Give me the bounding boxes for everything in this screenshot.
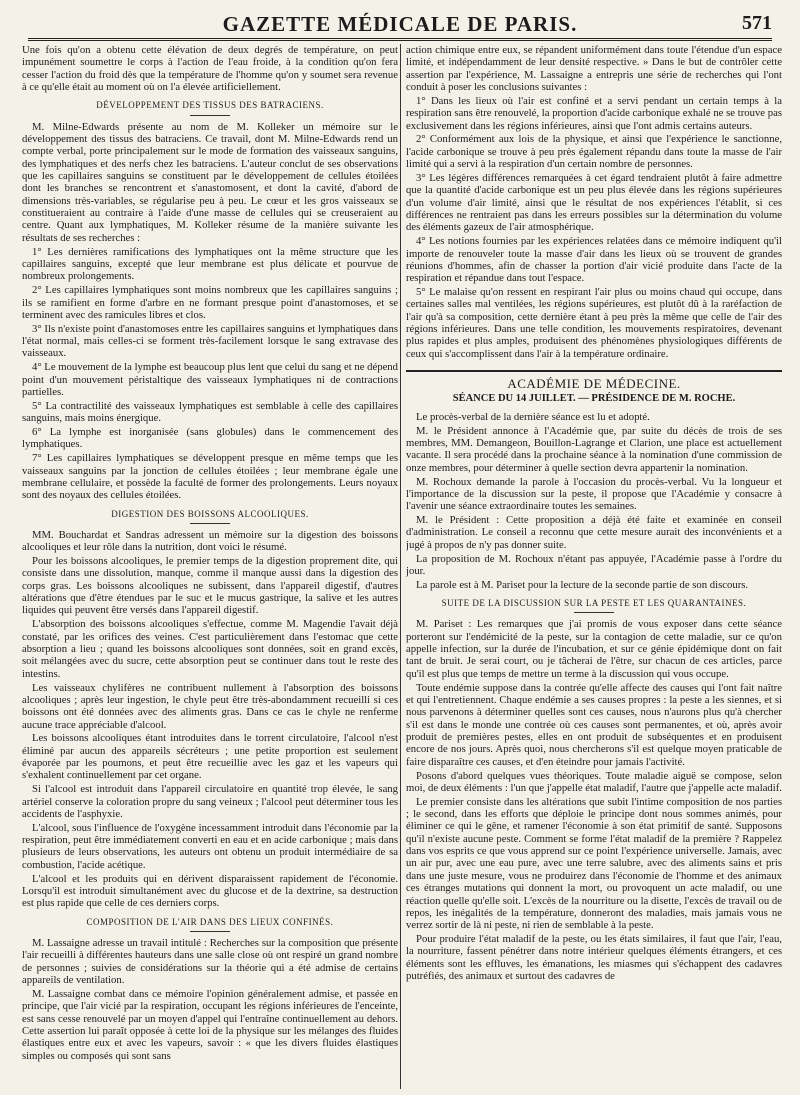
paragraph: 5° Le malaise qu'on ressent en respirant l'air plus ou moins chaud qui occupe, dans certaines salles mal ventilées, les régions supérieures, est plutôt dû à la raréfaction de l'air qu'à sa composition, cette dernière étant à peu près la même que celle de l'air des régions inférieures. Dans une telle condition, les mouvements respiratoires, devenant plus rapides et plus amples, produisent des phénomènes physiologiques différents de ceux qui s'accomplissent dans l'air à la température ordinaire.	[406, 286, 782, 360]
paragraph: 6° La lymphe est inorganisée (sans globules) dans le commencement des lymphatiques.	[22, 425, 398, 451]
column-divider	[400, 44, 401, 1089]
paragraph: 5° La contractilité des vaisseaux lymphatiques est semblable à celle des capillaires sanguins, mais moins énergique.	[22, 399, 398, 425]
paragraph: Une fois qu'on a obtenu cette élévation de deux degrés de température, on peut impunément soumettre le corps à l'action de l'eau froide, à la condition qu'on fera cesser l'action du froid dès que la température de l'homme qu'on y soumet sera revenue à ce qu'elle était au moment où on l'a élevée artificiellement.	[22, 44, 398, 94]
section-heading: DIGESTION DES BOISSONS ALCOOLIQUES.	[22, 508, 398, 524]
paragraph: Le premier consiste dans les altérations que subit l'intime composition de nos parties ; le second, dans les efforts que déploie le principe dont nous sommes animés, pour éliminer ce qui le gêne, et ramener l'économie à son état primitif de santé. Supposons qu'il n'existe aucune peste. Comment se forme l'état maladif de la première ? Rappelez dans vos esprits ce que vous apprend sur ce point l'expérience universelle. Jamais, avec un air pur, avec une eau pure, avec une terre salubre, avec des aliments sains et pris dans une juste mesure, vous ne produirez dans l'économie de l'homme et des animaux ces étranges mutations qui donnent la mort, ou provoquent un acte maladif, ou une réaction quelle qu'elle soit. L'excès de la nourriture ou la disette, l'excès de travail ou de repos, les inégalités de la température, donneront des maladies, mais jamais vous ne verrez sortir de là ni peste, ni rien de semblable à la peste.	[406, 795, 782, 932]
paragraph: Le procès-verbal de la dernière séance est lu et adopté.	[416, 410, 650, 423]
paragraph: action chimique entre eux, se répandent uniformément dans toute l'étendue d'un espace limité, et indépendamment de leur densité respective. » Dans le but de contrôler cette assertion par l'expérience, M. Lassaigne a entrepris une série de recherches qui l'ont conduit à poser les conclusions suivantes :	[406, 44, 782, 94]
paragraph: L'alcool et les produits qui en dérivent disparaissent rapidement de l'économie. Lorsqu'il est introduit simultanément avec du glucose et de la dextrine, sa destruction est plus rapide que celle de ces derniers corps.	[22, 872, 398, 910]
paragraph: L'alcool, sous l'influence de l'oxygène incessamment introduit dans l'économie par la respiration, peut être immédiatement converti en eau et en acide carbonique ; mais dans plusieurs de leurs observations, les auteurs ont obtenu un produit intermédiaire de sa combustion, l'acide acétique.	[22, 821, 398, 871]
masthead	[28, 10, 772, 41]
paragraph: M. le Président annonce à l'Académie que, par suite du décès de trois de ses membres, MM. Demangeon, Bouillon-Lagrange et Clarion, une place est actuellement vacante. Il sera procédé dans la prochaine séance à la nomination d'une commission de onze membres, pour déterminer à quelle section devra appartenir la nomination.	[406, 424, 782, 474]
section-heading: COMPOSITION DE L'AIR DANS DES LIEUX CONFINÉS.	[22, 916, 398, 932]
section-heading: SUITE DE LA DISCUSSION SUR LA PESTE ET LES QUARANTAINES.	[406, 597, 782, 613]
paragraph: M. le Président : Cette proposition a déjà été faite et examinée en conseil d'administration. Le conseil a reconnu que cette mesure aurait des inconvénients et a jugé à propos de n'y pas donner suite.	[406, 514, 782, 551]
paragraph: 3° Les légères différences remarquées à cet égard tendraient plutôt à faire admettre que la quantité d'acide carbonique est un peu plus élevée dans les régions supérieures d'un volume d'air limité, ainsi que le résultat de nos expériences l'établit, si ces différences ne rentraient pas dans les erreurs possibles sur la détermination du volume des éléments gazeux de l'air atmosphérique.	[406, 171, 782, 234]
paragraph: Les boissons alcooliques étant introduites dans le torrent circulatoire, l'alcool n'est éliminé par aucun des appareils sécréteurs ; une petite proportion est seulement évaporée par les poumons, et peut être recueillie avec les gaz et les vapeurs qui s'exhalent continuellement par cet organe.	[22, 732, 398, 782]
paragraph: 7° Les capillaires lymphatiques se développent presque en même temps que les vaisseaux sanguins par la jonction de cellules étoilées ; leur membrane égale une membrane cellulaire, et possède la faculté de former des prolongements. Leurs noyaux sont des noyaux des cellules étoilées.	[22, 452, 398, 502]
paragraph: M. Pariset : Les remarques que j'ai promis de vous exposer dans cette séance porteront sur l'endémicité de la peste, sur la contagion de cette maladie, sur ce qu'on appelle infection, sur la durée de l'incubation, et sur ce génie épidémique dont on fait tant de bruit. Je serai court, ou je tâcherai de l'être, sur chacun de ces articles, parce qu'il est plus que temps de mettre un terme à la discussion qui vous occupe.	[406, 618, 782, 680]
paragraph: Si l'alcool est introduit dans l'appareil circulatoire en quantité trop élevée, le sang artériel conserve la coloration propre du sang veineux ; l'alcool peut déterminer tous les accidents de l'asphyxie.	[22, 783, 398, 820]
paragraph: La proposition de M. Rochoux n'étant pas appuyée, l'Académie passe à l'ordre du jour.	[406, 552, 782, 577]
section-title: ACADÉMIE DE MÉDECINE.	[406, 370, 782, 390]
page-title: GAZETTE MÉDICALE DE PARIS.	[222, 12, 578, 36]
paragraph: Posons d'abord quelques vues théoriques. Toute maladie aiguë se compose, selon moi, de deux éléments : l'un que j'appelle état maladif, l'autre que j'appelle acte maladif.	[406, 769, 782, 794]
paragraph: 1° Les dernières ramifications des lymphatiques ont la même structure que les capillaires sanguins, excepté que leur membrane est plus délicate et pourvue de nombreux prolongements.	[22, 245, 398, 283]
section-heading: DÉVELOPPEMENT DES TISSUS DES BATRACIENS.	[22, 99, 398, 115]
paragraph: MM. Bouchardat et Sandras adressent un mémoire sur la digestion des boissons alcooliques et leur rôle dans la nutrition, dont voici le résumé.	[22, 528, 398, 554]
paragraph: M. Rochoux demande la parole à l'occasion du procès-verbal. Vu la longueur et l'importance de la discussion sur la peste, il propose que l'Académie y consacre à l'avenir une séance extraordinaire toutes les semaines.	[406, 475, 782, 513]
session-heading: SÉANCE DU 14 JUILLET. — PRÉSIDENCE DE M. ROCHE.	[452, 393, 736, 405]
paragraph: Toute endémie suppose dans la contrée qu'elle affecte des causes qui l'ont fait naître et qui l'entretiennent. Chaque endémie a ses causes propres : la peste a les siennes, et si nous parvenons à déterminer quelles sont ces causes, nous n'aurons plus qu'à chercher s'il est dans le monde une contrée où ces causes sont permanentes, et où, après avoir produit de premières pestes, elles en ont produit de subséquentes et en produisent encore de nos jours. Après quoi, nous chercherons s'il est quelque moyen praticable de faire disparaître ces causes, et d'en éteindre pour jamais l'activité.	[406, 681, 782, 768]
paragraph: 2° Les capillaires lymphatiques sont moins nombreux que les capillaires sanguins ; ils se ramifient en forme d'arbre en ne formant presque point d'anastomoses, et se terminent avec des ramicules libres et clos.	[22, 284, 398, 321]
paragraph: M. Milne-Edwards présente au nom de M. Kolleker un mémoire sur le développement des tissus des batraciens. Ce travail, dont M. Milne-Edwards rend un compte verbal, porte principalement sur le mode de formation des vaisseaux sanguins, des lymphatiques et des nerfs chez les batraciens. L'auteur conclut de ses observations que les capillaires sanguins se constituent par le développement de cellules étoilées dont les branches se rencontrent et s'anastomosent, et dont la cavité, d'abord de dimensions très-variables, se régularise peu à peu. Le cœur et les gros vaisseaux se constitueraient au contraire à l'aide d'une masse de cellules qui se creuseraient au centre. Quant aux lymphatiques, M. Kolleker résume de la manière suivante les résultats de ses recherches :	[22, 120, 398, 244]
paragraph: Pour produire l'état maladif de la peste, ou les états similaires, il faut que l'air, l'eau, la nourriture, fassent pénétrer dans notre intérieur quelques éléments étrangers, et ces éléments sont les effluves, les émanations, les miasmes qui s'échappent des cadavres putréfiés, des animaux et surtout des cadavres de	[406, 933, 782, 983]
paragraph: 2° Conformément aux lois de la physique, et ainsi que l'expérience le sanctionne, l'acide carbonique se trouve à peu près également répandu dans toute la masse de l'air limité qui a servi à la respiration d'un certain nombre de personnes.	[406, 133, 782, 171]
paragraph: L'absorption des boissons alcooliques s'effectue, comme M. Magendie l'avait déjà constaté, par les orifices des veines. C'est particulièrement dans l'estomac que cette absorption a lieu ; quand les boissons alcooliques sont données, soit en grand excès, soit mélangées avec du sucre, cette absorption peut se continuer dans tout le reste des intestins.	[22, 618, 398, 680]
paragraph: M. Lassaigne combat dans ce mémoire l'opinion généralement admise, et passée en principe, que l'air vicié par la respiration, occupant les régions inférieures de l'enceinte, est sans cesse renouvelé par un moyen d'appel qui l'entraîne continuellement au dehors. Cette assertion lui paraît opposée à cette loi de la physique sur les mélanges des fluides élastiques entre eux et avec les vapeurs, savoir : « que les divers fluides élastiques simples ou composés qui sont sans	[22, 987, 398, 1062]
paragraph: La parole est à M. Pariset pour la lecture de la seconde partie de son discours.	[416, 578, 749, 591]
paragraph: 4° Les notions fournies par les expériences relatées dans ce mémoire indiquent qu'il importe de renouveler toute la masse d'air dans les lieux où se trouvent de grandes réunions d'hommes, afin de chasser la portion d'air vicié produite dans l'acte de la respiration et répandue dans tout l'espace.	[406, 235, 782, 285]
paragraph: M. Lassaigne adresse un travail intitulé : Recherches sur la composition que présente l'air recueilli à différentes hauteurs dans une salle close où ont respiré un grand nombre de personnes ; suivies de considérations sur la théorie qui a été admise de certains appareils de ventilation.	[22, 937, 398, 987]
paragraph: Les vaisseaux chylifères ne contribuent nullement à l'absorption des boissons alcooliques ; après leur ingestion, le chyle peut être très-abondamment recueilli si ces boissons ont été données avec des aliments gras. Dans ce cas le chyle ne renferme aucune trace appréciable d'alcool.	[22, 681, 398, 731]
page-number: 571	[742, 12, 772, 34]
left-column	[22, 44, 398, 1089]
paragraph: 4° Le mouvement de la lymphe est beaucoup plus lent que celui du sang et ne dépend point d'un mouvement péristaltique des vaisseaux lymphatiques ni de contractions partielles.	[22, 361, 398, 398]
paragraph: 3° Ils n'existe point d'anastomoses entre les capillaires sanguins et lymphatiques dans l'état normal, mais celles-ci se forment très-facilement lorsque le sang extravase des vaisseaux.	[22, 322, 398, 360]
paragraph: 1° Dans les lieux où l'air est confiné et a servi pendant un certain temps à la respiration sans être renouvelé, la proportion d'acide carbonique exhalé ne se trouve pas exclusivement dans les régions inférieures, ainsi que l'ont admis certains auteurs.	[406, 94, 782, 132]
paragraph: Pour les boissons alcooliques, le premier temps de la digestion proprement dite, qui consiste dans une dissolution, manque, comme il manque aussi dans la digestion des corps gras. Les boissons alcooliques ne subissent, dans l'appareil digestif, d'autres altérations que d'être étendues par le suc et le mucus gastrique, la salive et les autres liquides qui peuvent être versés dans l'appareil digestif.	[22, 555, 398, 617]
right-column	[406, 44, 782, 1089]
